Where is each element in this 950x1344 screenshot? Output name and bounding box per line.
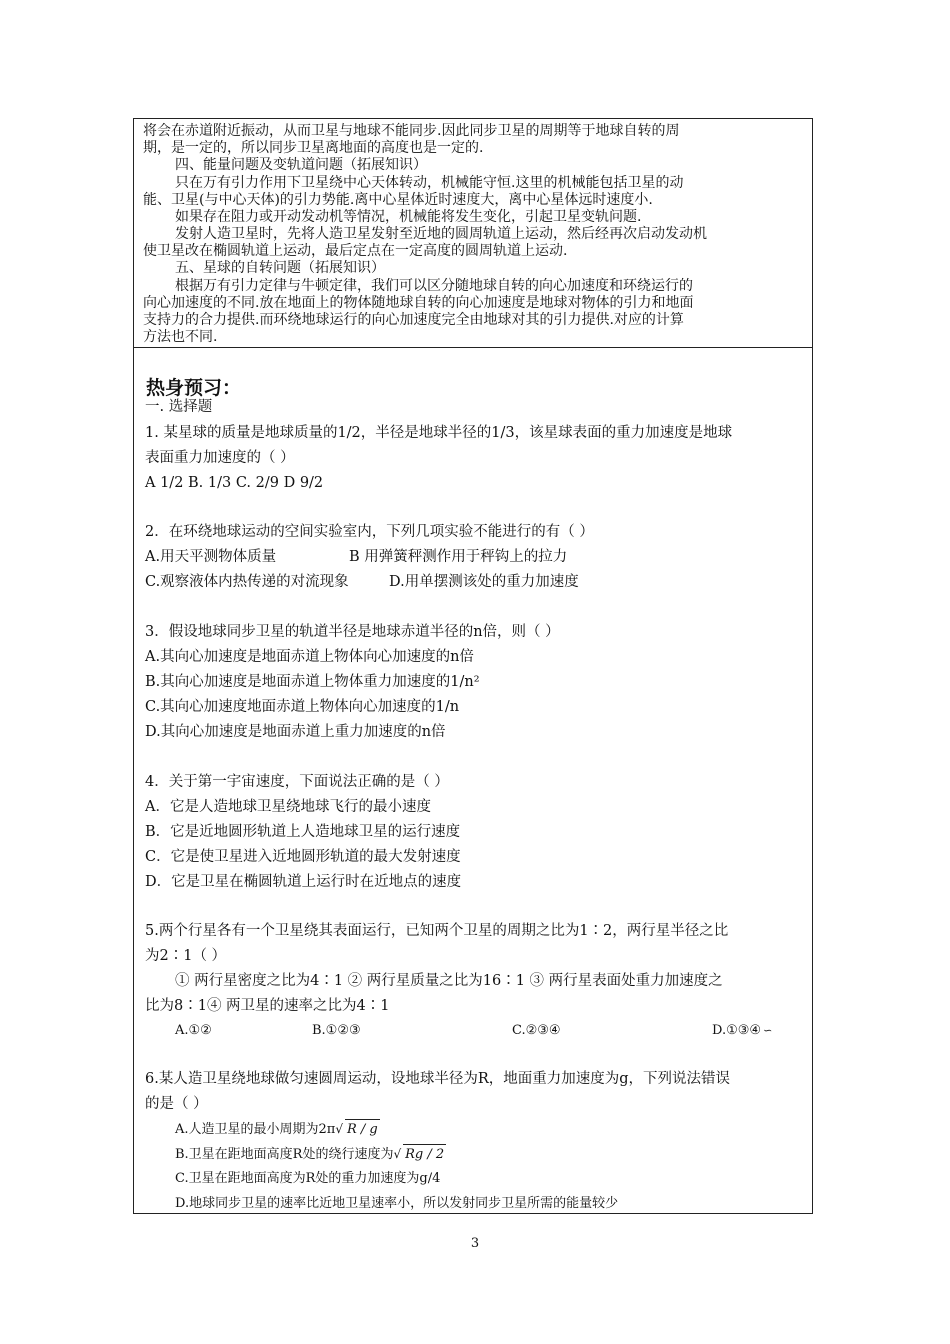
q4-stem: 4．关于第一宇宙速度，下面说法正确的是（ ） xyxy=(145,774,449,790)
q6-option-d: D.地球同步卫星的速率比近地卫星速率小，所以发射同步卫星所需的能量较少 xyxy=(175,1196,619,1211)
q6-option-c: C.卫星在距地面高度为R处的重力加速度为g/4 xyxy=(175,1171,441,1186)
q5-stem: 5.两个行星各有一个卫星绕其表面运行，已知两个卫星的周期之比为1∶2，两行星半径之比 xyxy=(145,923,729,939)
q2-option-b: B 用弹簧秤测作用于秤钩上的拉力 xyxy=(349,549,568,565)
q4-option-b: B．它是近地圆形轨道上人造地球卫星的运行速度 xyxy=(145,824,461,840)
q5-option-c: C.②③④ xyxy=(512,1023,561,1038)
q6-option-a xyxy=(175,1119,380,1140)
q3-option-b: B.其向心加速度是地面赤道上物体重力加速度的1/n² xyxy=(145,674,480,690)
q3-option-d: D.其向心加速度是地面赤道上重力加速度的n倍 xyxy=(145,724,446,740)
intro-subheading: 五、星球的自转问题（拓展知识） xyxy=(175,260,385,276)
q1-options: A 1/2 B. 1/3 C. 2/9 D 9/2 xyxy=(145,475,324,491)
section-title: 一. 选择题 xyxy=(145,399,213,415)
q6-stem-cont: 的是（ ） xyxy=(145,1096,208,1112)
sqrt-icon: √ xyxy=(335,1122,343,1136)
intro-line: 向心加速度的不同.放在地面上的物体随地球自转的向心加速度是地球对物体的引力和地面 xyxy=(143,295,694,311)
q2-option-c: C.观察液体内热传递的对流现象 xyxy=(145,574,349,590)
intro-cell xyxy=(134,119,812,348)
q6-option-b-radicand: Rg / 2 xyxy=(403,1144,446,1165)
q6-option-a-text: A.人造卫星的最小周期为2π xyxy=(175,1122,336,1137)
q1-stem-cont: 表面重力加速度的（ ） xyxy=(145,450,295,466)
q4-option-a: A．它是人造地球卫星绕地球飞行的最小速度 xyxy=(145,799,431,815)
intro-line: 方法也不同. xyxy=(143,329,218,345)
q1-stem: 1. 某星球的质量是地球质量的1/2，半径是地球半径的1/3，该星球表面的重力加速度是地球 xyxy=(145,425,733,441)
scribble-icon: ∽ xyxy=(763,1024,773,1037)
intro-line: 将会在赤道附近振动，从而卫星与地球不能同步.因此同步卫星的周期等于地球自转的周 xyxy=(143,123,680,139)
q6-option-b xyxy=(175,1144,446,1165)
intro-line: 使卫星改在椭圆轨道上运动，最后定点在一定高度的圆周轨道上运动. xyxy=(143,243,568,259)
intro-line: 能、卫星(与中心天体)的引力势能.离中心星体近时速度大，离中心星体远时速度小. xyxy=(143,192,653,208)
intro-line: 如果存在阻力或开动发动机等情况，机械能将发生变化，引起卫星变轨问题. xyxy=(175,209,642,225)
content-frame xyxy=(133,118,813,1214)
intro-line: 只在万有引力作用下卫星绕中心天体转动，机械能守恒.这里的机械能包括卫星的动 xyxy=(175,175,684,191)
q6-stem: 6.某人造卫星绕地球做匀速圆周运动，设地球半径为R，地面重力加速度为g，下列说法错误 xyxy=(145,1071,731,1087)
q3-option-a: A.其向心加速度是地面赤道上物体向心加速度的n倍 xyxy=(145,649,474,665)
q2-option-d: D.用单摆测该处的重力加速度 xyxy=(389,574,579,590)
q2-option-a: A.用天平测物体质量 xyxy=(145,549,277,565)
q5-stem-cont: 为2∶1（ ） xyxy=(145,948,227,964)
q4-option-c: C．它是使卫星进入近地圆形轨道的最大发射速度 xyxy=(145,849,461,865)
intro-subheading: 四、能量问题及变轨道问题（拓展知识） xyxy=(175,157,427,173)
page-number: 3 xyxy=(470,1236,480,1251)
q5-option-d xyxy=(712,1021,772,1041)
warmup-heading: 热身预习： xyxy=(146,377,242,399)
q5-option-a: A.①② xyxy=(175,1023,212,1038)
q5-option-d-label: D.①③④ xyxy=(712,1023,762,1038)
q6-option-a-radicand: R / g xyxy=(345,1119,380,1140)
q2-stem: 2．在环绕地球运动的空间实验室内，下列几项实验不能进行的有（ ） xyxy=(145,524,594,540)
q5-statements-cont: 比为8∶1④ 两卫星的速率之比为4∶1 xyxy=(145,998,390,1014)
q4-option-d: D．它是卫星在椭圆轨道上运行时在近地点的速度 xyxy=(145,874,462,890)
intro-line: 发射人造卫星时，先将人造卫星发射至近地的圆周轨道上运动，然后经再次启动发动机 xyxy=(175,226,707,242)
q3-stem: 3．假设地球同步卫星的轨道半径是地球赤道半径的n倍，则（ ） xyxy=(145,624,560,640)
q5-statements: ① 两行星密度之比为4∶1 ② 两行星质量之比为16∶1 ③ 两行星表面处重力加速度之 xyxy=(175,973,723,989)
q6-option-b-text: B.卫星在距地面高度R处的绕行速度为 xyxy=(175,1147,394,1162)
intro-line: 支持力的合力提供.而环绕地球运行的向心加速度完全由地球对其的引力提供.对应的计算 xyxy=(143,312,684,328)
q3-option-c: C.其向心加速度地面赤道上物体向心加速度的1/n xyxy=(145,699,460,715)
sqrt-icon: √ xyxy=(393,1147,402,1161)
intro-line: 期，是一定的，所以同步卫星离地面的高度也是一定的. xyxy=(143,140,484,156)
intro-line: 根据万有引力定律与牛顿定律，我们可以区分随地球自转的向心加速度和环绕运行的 xyxy=(175,278,693,294)
q5-option-b: B.①②③ xyxy=(312,1023,361,1038)
